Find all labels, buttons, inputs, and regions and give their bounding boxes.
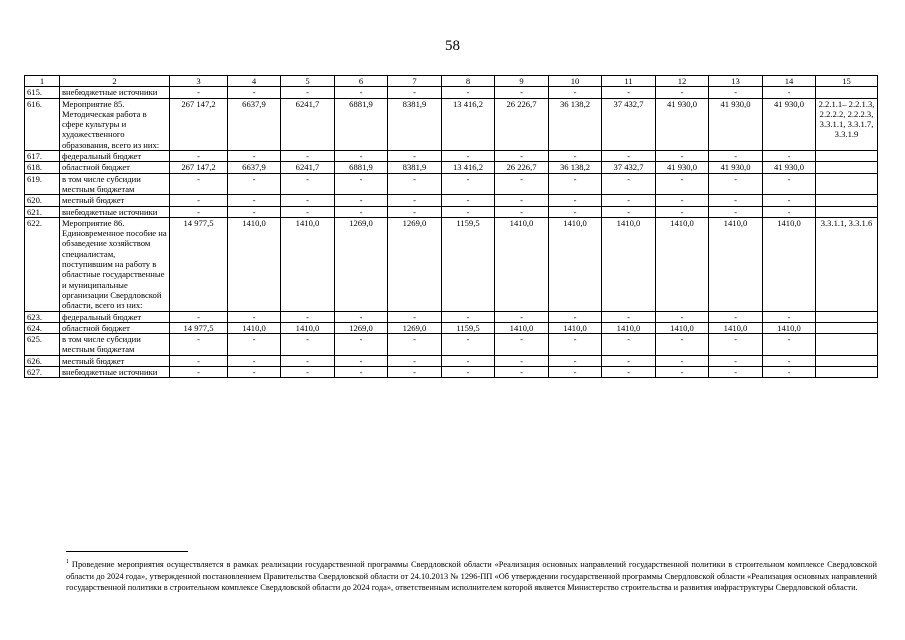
target-refs [816,355,878,366]
column-header: 4 [228,76,281,87]
value-cell: - [335,355,388,366]
value-cell: - [602,151,656,162]
table-row [25,151,878,162]
value-cell: 1410,0 [495,322,549,333]
row-number: 627. [25,367,60,378]
value-cell: - [335,311,388,322]
value-cell: - [495,367,549,378]
row-number: 620. [25,195,60,206]
value-cell: 6241,7 [281,162,335,173]
value-cell: - [763,151,816,162]
value-cell: - [709,151,763,162]
row-number: 616. [25,98,60,150]
value-cell: - [281,334,335,356]
target-refs [816,322,878,333]
value-cell: - [549,173,602,195]
value-cell: 6637,9 [228,162,281,173]
value-cell: 41 930,0 [709,162,763,173]
value-cell: 6881,9 [335,162,388,173]
value-cell: - [170,173,228,195]
target-refs: 3.3.1.1, 3.3.1.6 [816,217,878,311]
value-cell: 41 930,0 [763,162,816,173]
value-cell: - [602,367,656,378]
row-name: внебюджетные источники [60,87,170,98]
target-refs [816,151,878,162]
value-cell: - [656,206,709,217]
value-cell: - [335,173,388,195]
value-cell: - [656,151,709,162]
value-cell: - [170,206,228,217]
value-cell: 41 930,0 [656,162,709,173]
value-cell: - [763,195,816,206]
footnote-divider [66,551,188,552]
value-cell: 1410,0 [281,217,335,311]
value-cell: 1410,0 [709,217,763,311]
value-cell: - [656,334,709,356]
value-cell: - [170,195,228,206]
value-cell: - [170,311,228,322]
value-cell: - [281,355,335,366]
value-cell: 37 432,7 [602,162,656,173]
value-cell: - [281,195,335,206]
value-cell: - [656,195,709,206]
row-name: областной бюджет [60,162,170,173]
value-cell: - [602,173,656,195]
value-cell: 13 416,2 [442,98,495,150]
value-cell: - [442,367,495,378]
value-cell: 1410,0 [495,217,549,311]
row-number: 619. [25,173,60,195]
value-cell: - [763,173,816,195]
value-cell: - [709,195,763,206]
value-cell: - [763,87,816,98]
column-header: 10 [549,76,602,87]
row-number: 624. [25,322,60,333]
value-cell: - [335,151,388,162]
value-cell: - [170,334,228,356]
target-refs [816,162,878,173]
value-cell: - [549,367,602,378]
value-cell: - [228,355,281,366]
value-cell: 1269,0 [335,217,388,311]
row-number: 617. [25,151,60,162]
value-cell: 8381,9 [388,98,442,150]
target-refs [816,195,878,206]
value-cell: 6241,7 [281,98,335,150]
column-header: 14 [763,76,816,87]
value-cell: - [656,173,709,195]
value-cell: - [442,195,495,206]
row-number: 618. [25,162,60,173]
value-cell: 26 226,7 [495,98,549,150]
value-cell: - [442,311,495,322]
row-name: местный бюджет [60,355,170,366]
value-cell: - [228,87,281,98]
value-cell: - [495,355,549,366]
value-cell: - [602,355,656,366]
value-cell: - [656,367,709,378]
column-header: 12 [656,76,709,87]
value-cell: - [228,334,281,356]
value-cell: - [495,334,549,356]
value-cell: 6881,9 [335,98,388,150]
value-cell: - [335,367,388,378]
value-cell: 36 138,2 [549,162,602,173]
value-cell: - [656,355,709,366]
value-cell: 1410,0 [602,217,656,311]
value-cell: - [442,334,495,356]
row-name: в том числе субсидии местным бюджетам [60,334,170,356]
column-header: 1 [25,76,60,87]
value-cell: - [549,206,602,217]
table-row [25,355,878,366]
table-row [25,173,878,195]
value-cell: 14 977,5 [170,217,228,311]
row-name: областной бюджет [60,322,170,333]
value-cell: - [549,151,602,162]
value-cell: - [388,355,442,366]
row-number: 623. [25,311,60,322]
value-cell: - [763,311,816,322]
value-cell: - [442,173,495,195]
table-row [25,195,878,206]
value-cell: - [388,206,442,217]
footnote-marker: 1 [66,559,69,565]
value-cell: - [602,195,656,206]
value-cell: 1410,0 [763,322,816,333]
value-cell: - [549,311,602,322]
value-cell: - [602,334,656,356]
column-header: 2 [60,76,170,87]
column-header: 6 [335,76,388,87]
table-row [25,311,878,322]
value-cell: - [442,206,495,217]
row-number: 615. [25,87,60,98]
value-cell: 1410,0 [602,322,656,333]
row-name: Мероприятие 85. Методическая работа в сфере культуры и художественного образования, всего из них: [60,98,170,150]
value-cell: - [228,311,281,322]
value-cell: - [228,151,281,162]
value-cell: 36 138,2 [549,98,602,150]
value-cell: 1159,5 [442,322,495,333]
value-cell: - [763,334,816,356]
value-cell: - [228,173,281,195]
value-cell: - [281,173,335,195]
value-cell: 1410,0 [228,217,281,311]
budget-table [24,75,878,378]
value-cell: - [388,87,442,98]
value-cell: - [602,311,656,322]
value-cell: 1410,0 [656,217,709,311]
row-name: внебюджетные источники [60,206,170,217]
value-cell: - [709,173,763,195]
value-cell: - [495,311,549,322]
value-cell: - [495,195,549,206]
value-cell: - [763,206,816,217]
value-cell: 41 930,0 [763,98,816,150]
value-cell: - [709,311,763,322]
value-cell: 1269,0 [335,322,388,333]
value-cell: 6637,9 [228,98,281,150]
value-cell: 26 226,7 [495,162,549,173]
value-cell: 267 147,2 [170,162,228,173]
value-cell: - [281,367,335,378]
row-name: федеральный бюджет [60,151,170,162]
row-name: федеральный бюджет [60,311,170,322]
column-header: 13 [709,76,763,87]
table-row [25,98,878,150]
table-row [25,206,878,217]
target-refs [816,311,878,322]
value-cell: - [388,367,442,378]
row-number: 625. [25,334,60,356]
row-name: в том числе субсидии местным бюджетам [60,173,170,195]
footnote-text: Проведение мероприятия осуществляется в рамках реализации государственной программы Свердловской области «Реализация основных направлений государственной политики в строительном комплексе Свердловской области до 2024 года», утвержденной постановлением Правительства Свердловской области от 24.10.2013 № 1296-ПП «Об утверждении государственной программы Свердловской области «Реализация основных направлений государственной политики в строительном комплексе Свердловской области до 2024 года», ответственным исполнителем которой является Министерство строительства и развития инфраструктуры Свердловской области. [66,560,877,593]
row-number: 621. [25,206,60,217]
value-cell: - [228,367,281,378]
value-cell: - [602,206,656,217]
target-refs [816,87,878,98]
value-cell: 41 930,0 [656,98,709,150]
value-cell: - [228,195,281,206]
value-cell: - [281,151,335,162]
table-row [25,217,878,311]
value-cell: - [281,206,335,217]
value-cell: - [709,206,763,217]
value-cell: - [763,355,816,366]
value-cell: - [335,206,388,217]
column-header: 7 [388,76,442,87]
row-name: Мероприятие 86. Единовременное пособие на обзаведение хозяйством специалистам, поступившим на работу в областные государственные и муниципальные организации Свердловской области, всего из них: [60,217,170,311]
column-header: 5 [281,76,335,87]
value-cell: - [709,87,763,98]
value-cell: - [549,87,602,98]
target-refs [816,173,878,195]
value-cell: 41 930,0 [709,98,763,150]
column-header: 3 [170,76,228,87]
target-refs [816,206,878,217]
value-cell: - [335,334,388,356]
value-cell: - [763,367,816,378]
value-cell: - [495,151,549,162]
column-header: 8 [442,76,495,87]
value-cell: - [170,87,228,98]
table-row [25,162,878,173]
table-row [25,367,878,378]
value-cell: 1410,0 [709,322,763,333]
column-header: 15 [816,76,878,87]
value-cell: 1410,0 [228,322,281,333]
value-cell: - [228,206,281,217]
value-cell: 1269,0 [388,322,442,333]
value-cell: - [442,355,495,366]
value-cell: - [549,355,602,366]
value-cell: - [281,87,335,98]
value-cell: 1159,5 [442,217,495,311]
column-header: 11 [602,76,656,87]
table-header-row [25,76,878,87]
value-cell: - [709,334,763,356]
value-cell: - [388,195,442,206]
target-refs: 2.2.1.1– 2.2.1.3, 2.2.2.2, 2.2.2.3, 3.3.1.1, 3.3.1.7, 3.3.1.9 [816,98,878,150]
value-cell: 1410,0 [281,322,335,333]
value-cell: - [335,87,388,98]
footnote [66,559,877,594]
value-cell: - [442,87,495,98]
value-cell: - [495,87,549,98]
value-cell: 267 147,2 [170,98,228,150]
value-cell: - [170,151,228,162]
row-number: 622. [25,217,60,311]
row-number: 626. [25,355,60,366]
table-row [25,87,878,98]
value-cell: - [281,311,335,322]
page-number: 58 [445,38,460,54]
row-name: внебюджетные источники [60,367,170,378]
value-cell: 14 977,5 [170,322,228,333]
value-cell: - [388,311,442,322]
value-cell: - [170,355,228,366]
value-cell: - [602,87,656,98]
value-cell: - [549,334,602,356]
value-cell: - [388,334,442,356]
value-cell: - [495,206,549,217]
column-header: 9 [495,76,549,87]
value-cell: - [442,151,495,162]
value-cell: 1410,0 [656,322,709,333]
target-refs [816,334,878,356]
value-cell: - [656,311,709,322]
value-cell: - [709,355,763,366]
value-cell: 37 432,7 [602,98,656,150]
value-cell: 1269,0 [388,217,442,311]
value-cell: - [656,87,709,98]
value-cell: - [549,195,602,206]
value-cell: 1410,0 [549,322,602,333]
value-cell: - [709,367,763,378]
value-cell: 1410,0 [763,217,816,311]
value-cell: 1410,0 [549,217,602,311]
value-cell: - [388,151,442,162]
value-cell: - [495,173,549,195]
value-cell: - [335,195,388,206]
target-refs [816,367,878,378]
row-name: местный бюджет [60,195,170,206]
table-row [25,334,878,356]
value-cell: - [388,173,442,195]
value-cell: 8381,9 [388,162,442,173]
table-row [25,322,878,333]
value-cell: - [170,367,228,378]
value-cell: 13 416,2 [442,162,495,173]
